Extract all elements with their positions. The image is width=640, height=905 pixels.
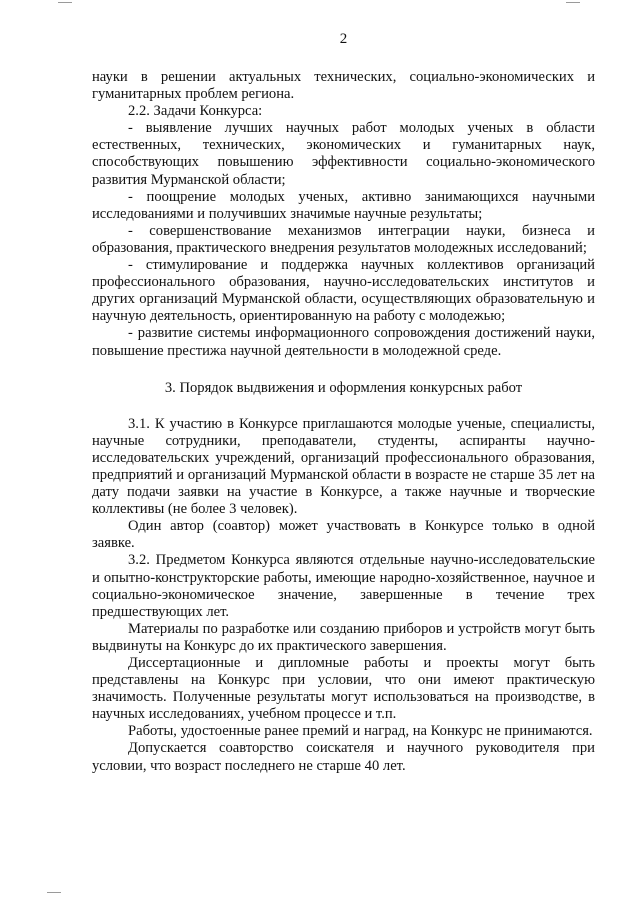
paragraph: Материалы по разработке или созданию приборов и устройств могут быть выдвинуты на Конкурс до их практического завершения. [92, 620, 595, 654]
paragraph: Диссертационные и дипломные работы и проекты могут быть представлены на Конкурс при условии, что они имеют практическую значимость. Полученные результаты могут использоваться на производстве, в научных исследованиях, учебном процессе и т.п. [92, 655, 595, 723]
paragraph: 2.2. Задачи Конкурса: [128, 103, 263, 120]
document-page [92, 30, 595, 775]
paragraph: 3.2. Предметом Конкурса являются отдельные научно-исследовательские и опытно-конструкторские работы, имеющие народно-хозяйственное, научное и социально-экономическое значение, завершенные в течение трех предшествующих лет. [92, 552, 595, 620]
paragraph: науки в решении актуальных технических, социально-экономических и гуманитарных проблем региона. [92, 69, 595, 103]
paragraph: - выявление лучших научных работ молодых ученых в области естественных, технических, экономических и гуманитарных наук, способствующих повышению эффективности социально-экономического развития Мурманской области; [92, 120, 595, 188]
paragraph: 3.1. К участию в Конкурсе приглашаются молодые ученые, специалисты, научные сотрудники, преподаватели, студенты, аспиранты научно-исследовательских учреждений, организаций профессионального образования, предприятий и организаций Мурманской области в возрасте не старше 35 лет на дату подачи заявки на участие в Конкурсе, а также научные и творческие коллективы (не более 3 человек). [92, 415, 595, 518]
paragraph: - поощрение молодых ученых, активно занимающихся научными исследованиями и получивших значимые научные результаты; [92, 188, 595, 222]
body-text-section-2 [92, 69, 595, 360]
scan-mark-top-left [58, 2, 72, 3]
body-text-section-3 [92, 416, 595, 775]
paragraph: - развитие системы информационного сопровождения достижений науки, повышение престижа научной деятельности в молодежной среде. [92, 325, 595, 359]
paragraph: Один автор (соавтор) может участвовать в Конкурсе только в одной заявке. [92, 518, 595, 552]
scan-mark-top-right [566, 2, 580, 3]
paragraph: - стимулирование и поддержка научных коллективов организаций профессионального образования, научно-исследовательских институтов и других организаций Мурманской области, осуществляющих образовательную и научную деятельность, ориентированную на работу с молодежью; [92, 257, 595, 325]
paragraph: Допускается соавторство соискателя и научного руководителя при условии, что возраст последнего не старше 40 лет. [92, 740, 595, 774]
paragraph: - совершенствование механизмов интеграции науки, бизнеса и образования, практического внедрения результатов молодежных исследований; [92, 222, 595, 256]
section-heading: 3. Порядок выдвижения и оформления конкурсных работ [164, 379, 523, 396]
scan-mark-bottom-left [47, 892, 61, 893]
page-number: 2 [339, 31, 348, 47]
paragraph: Работы, удостоенные ранее премий и наград, на Конкурс не принимаются. [128, 723, 593, 740]
